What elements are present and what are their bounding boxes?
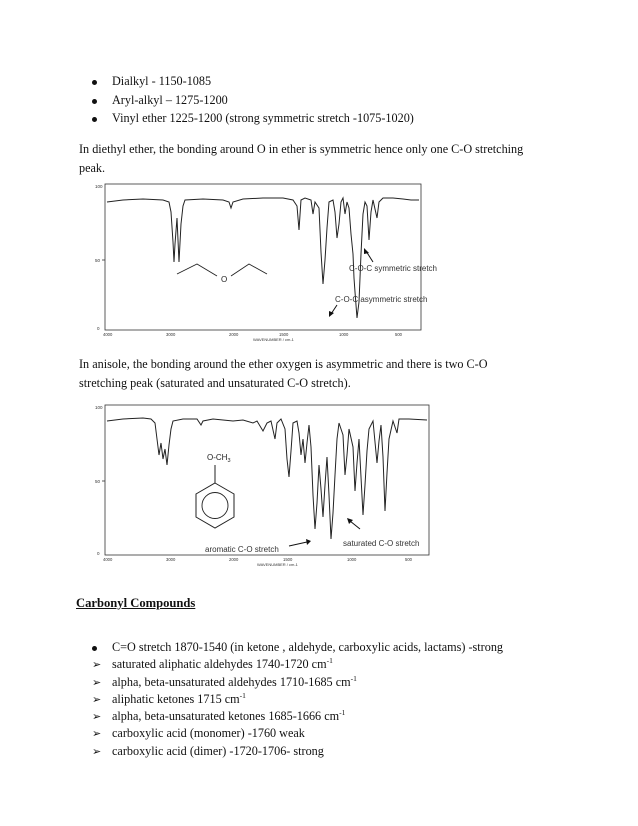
arrowhead-icon [329,311,334,317]
svg-text:500: 500 [405,557,412,562]
list-item [92,674,503,691]
svg-text:3000: 3000 [166,557,176,562]
list-item-text: carboxylic acid (monomer) -1760 weak [112,726,305,741]
anisole-paragraph [79,355,569,392]
paragraph-line: stretching peak (saturated and unsaturated C-O stretch). [79,375,351,390]
bullet-icon [92,91,106,110]
list-item-text: carboxylic acid (dimer) -1720-1706- strong [112,743,324,758]
carbonyl-heading: Carbonyl Compounds [76,596,196,610]
arrow-icon [350,521,360,529]
list-item-text: Vinyl ether 1225-1200 (strong symmetric stretch -1075-1020) [112,111,414,125]
svg-text:1500: 1500 [279,332,289,337]
list-item-text: saturated aliphatic aldehydes 1740-1720 cm [112,657,327,672]
bullet-icon [92,639,106,656]
list-item-text: Dialkyl - 1150-1085 [112,74,212,88]
arrow-bullet-icon: ➢ [92,710,102,724]
superscript: -1 [239,690,246,700]
carbonyl-list [92,639,503,760]
benzene-ring-structure [196,465,234,528]
list-item [92,639,503,656]
arrow-bullet-icon: ➢ [92,658,102,672]
bullet-icon [92,109,106,128]
list-item-text: aliphatic ketones 1715 cm [112,691,240,706]
list-item-text: Aryl-alkyl – 1275-1200 [112,92,228,107]
paragraph-line: In anisole, the bonding around the ether oxygen is asymmetric and there is two C-O [79,357,488,371]
list-item-text: alpha, beta-unsaturated aldehydes 1710-1685 cm [112,674,351,689]
aromatic-stretch-label: aromatic C-O stretch [205,545,279,554]
paragraph-line: In diethyl ether, the bonding around O in ether is symmetric hence only one C-O stretching [79,142,524,156]
svg-text:WAVENUMBER / cm-1: WAVENUMBER / cm-1 [257,562,298,567]
svg-text:1000: 1000 [339,332,349,337]
list-item [92,72,414,91]
bullet-icon [92,72,106,91]
methoxy-label: $O-CH_3$ [207,453,231,464]
arrow-icon [289,542,307,546]
arrow-bullet-icon: ➢ [92,675,102,689]
list-item-text: C=O stretch 1870-1540 (in ketone , aldehyde, carboxylic acids, lactams) -strong [112,640,504,654]
ether-bullet-list [92,72,414,128]
arrow-bullet-icon: ➢ [92,727,102,741]
svg-text:2000: 2000 [229,557,239,562]
list-item [92,656,503,673]
svg-text:50: 50 [95,479,101,484]
list-item [92,708,503,725]
diethyl-ether-ir-spectrum [93,178,437,343]
arrow-bullet-icon: ➢ [92,744,102,758]
arrow-bullet-icon: ➢ [92,692,102,706]
svg-text:4000: 4000 [103,557,113,562]
diethyl-ether-paragraph [79,140,569,177]
svg-text:1000: 1000 [347,557,357,562]
list-item [92,691,503,708]
svg-text:WAVENUMBER / cm-1: WAVENUMBER / cm-1 [253,337,294,342]
paragraph-line: peak. [79,160,106,175]
list-item [92,743,503,760]
svg-text:4000: 4000 [103,332,113,337]
svg-text:2000: 2000 [229,332,239,337]
saturated-stretch-label: saturated C-O stretch [343,539,420,548]
svg-text:100: 100 [95,405,103,410]
list-item [92,109,414,128]
symmetric-stretch-label: C-O-C symmetric stretch [349,264,437,273]
anisole-ir-spectrum [93,399,433,569]
superscript: -1 [339,708,346,718]
svg-text:500: 500 [395,332,402,337]
svg-text:0: 0 [97,326,100,331]
svg-text:100: 100 [95,184,103,189]
list-item-text: alpha, beta-unsaturated ketones 1685-1666 cm [112,709,340,724]
arrowhead-icon [364,248,369,254]
oxygen-atom-label: O [221,275,228,284]
superscript: -1 [350,673,357,683]
svg-text:50: 50 [95,258,101,263]
svg-text:1500: 1500 [283,557,293,562]
list-item [92,725,503,742]
list-item [92,91,414,110]
arrowhead-icon [306,539,311,545]
svg-text:0: 0 [97,551,100,556]
asymmetric-stretch-label: C-O-C asymmetric stretch [335,295,428,304]
spectrum-trace [107,418,427,539]
svg-text:3000: 3000 [166,332,176,337]
superscript: -1 [326,656,333,666]
